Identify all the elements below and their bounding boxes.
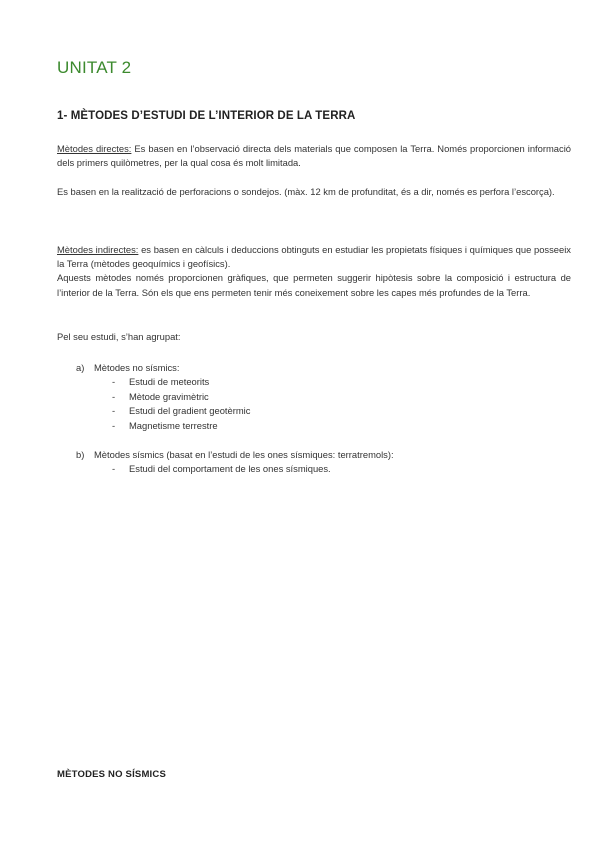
list-item-b: [76, 448, 394, 462]
paragraph-direct-methods: [57, 142, 571, 170]
paragraph-grouped-intro: Pel seu estudi, s’han agrupat:: [57, 331, 181, 342]
dash-marker: -: [112, 463, 116, 474]
paragraph-indirect-methods: [57, 243, 571, 300]
list-item-a: [76, 361, 179, 375]
sublist-item: [112, 404, 250, 419]
bottom-heading: MÈTODES NO SÍSMICS: [57, 769, 166, 780]
sublist-item-text: Estudi del gradient geotèrmic: [129, 405, 251, 416]
sublist-item: [112, 390, 250, 405]
sublist-item-text: Estudi de meteorits: [129, 376, 210, 387]
dash-marker: -: [112, 390, 116, 402]
indirect-methods-text: es basen en càlculs i deduccions obtinguts en estudiar les propietats físiques i químiques que posseeix la Terra (mètodes geoquímics i geofísics).: [57, 244, 571, 270]
sublist-item-text: Mètode gravimètric: [129, 390, 209, 402]
unit-title: UNITAT 2: [57, 58, 132, 77]
sublist-item: [112, 462, 331, 477]
sublist-item: [112, 419, 250, 434]
indirect-methods-text-2: Aquests mètodes només proporcionen gràfiques, que permeten suggerir hipòtesis sobre la composició i estructura de l’interior de la Terra. Són els que ens permeten tenir més coneixement sobre les capes més profundes de la Terra.: [57, 272, 571, 298]
list-label-a: Mètodes no sísmics:: [94, 362, 180, 373]
paragraph-drilling: Es basen en la realització de perforacions o sondejos. (màx. 12 km de profunditat, és a dir, només es perfora l’escorça).: [57, 186, 555, 197]
dash-marker: -: [112, 405, 116, 416]
direct-methods-text: Es basen en l’observació directa dels materials que composen la Terra. Només proporcionen informació dels primers quilòmetres, per la qual cosa és molt limitada.: [57, 143, 571, 169]
dash-marker: -: [112, 376, 116, 387]
dash-marker: -: [112, 419, 116, 431]
direct-methods-lead: Mètodes directes:: [57, 143, 132, 154]
section-title: 1- MÈTODES D’ESTUDI DE L’INTERIOR DE LA TERRA: [57, 110, 356, 122]
sublist-item-text: Estudi del comportament de les ones sísmiques.: [129, 463, 331, 474]
list-marker-b: b): [76, 449, 85, 460]
indirect-methods-lead: Mètodes indirectes:: [57, 244, 139, 255]
list-label-b: Mètodes sísmics (basat en l’estudi de les ones sísmiques: terratremols):: [94, 449, 394, 460]
sublist-b: [112, 462, 331, 477]
sublist-item: [112, 375, 250, 390]
sublist-item-text: Magnetisme terrestre: [129, 419, 218, 431]
list-marker-a: a): [76, 362, 85, 373]
sublist-a: [112, 375, 250, 433]
